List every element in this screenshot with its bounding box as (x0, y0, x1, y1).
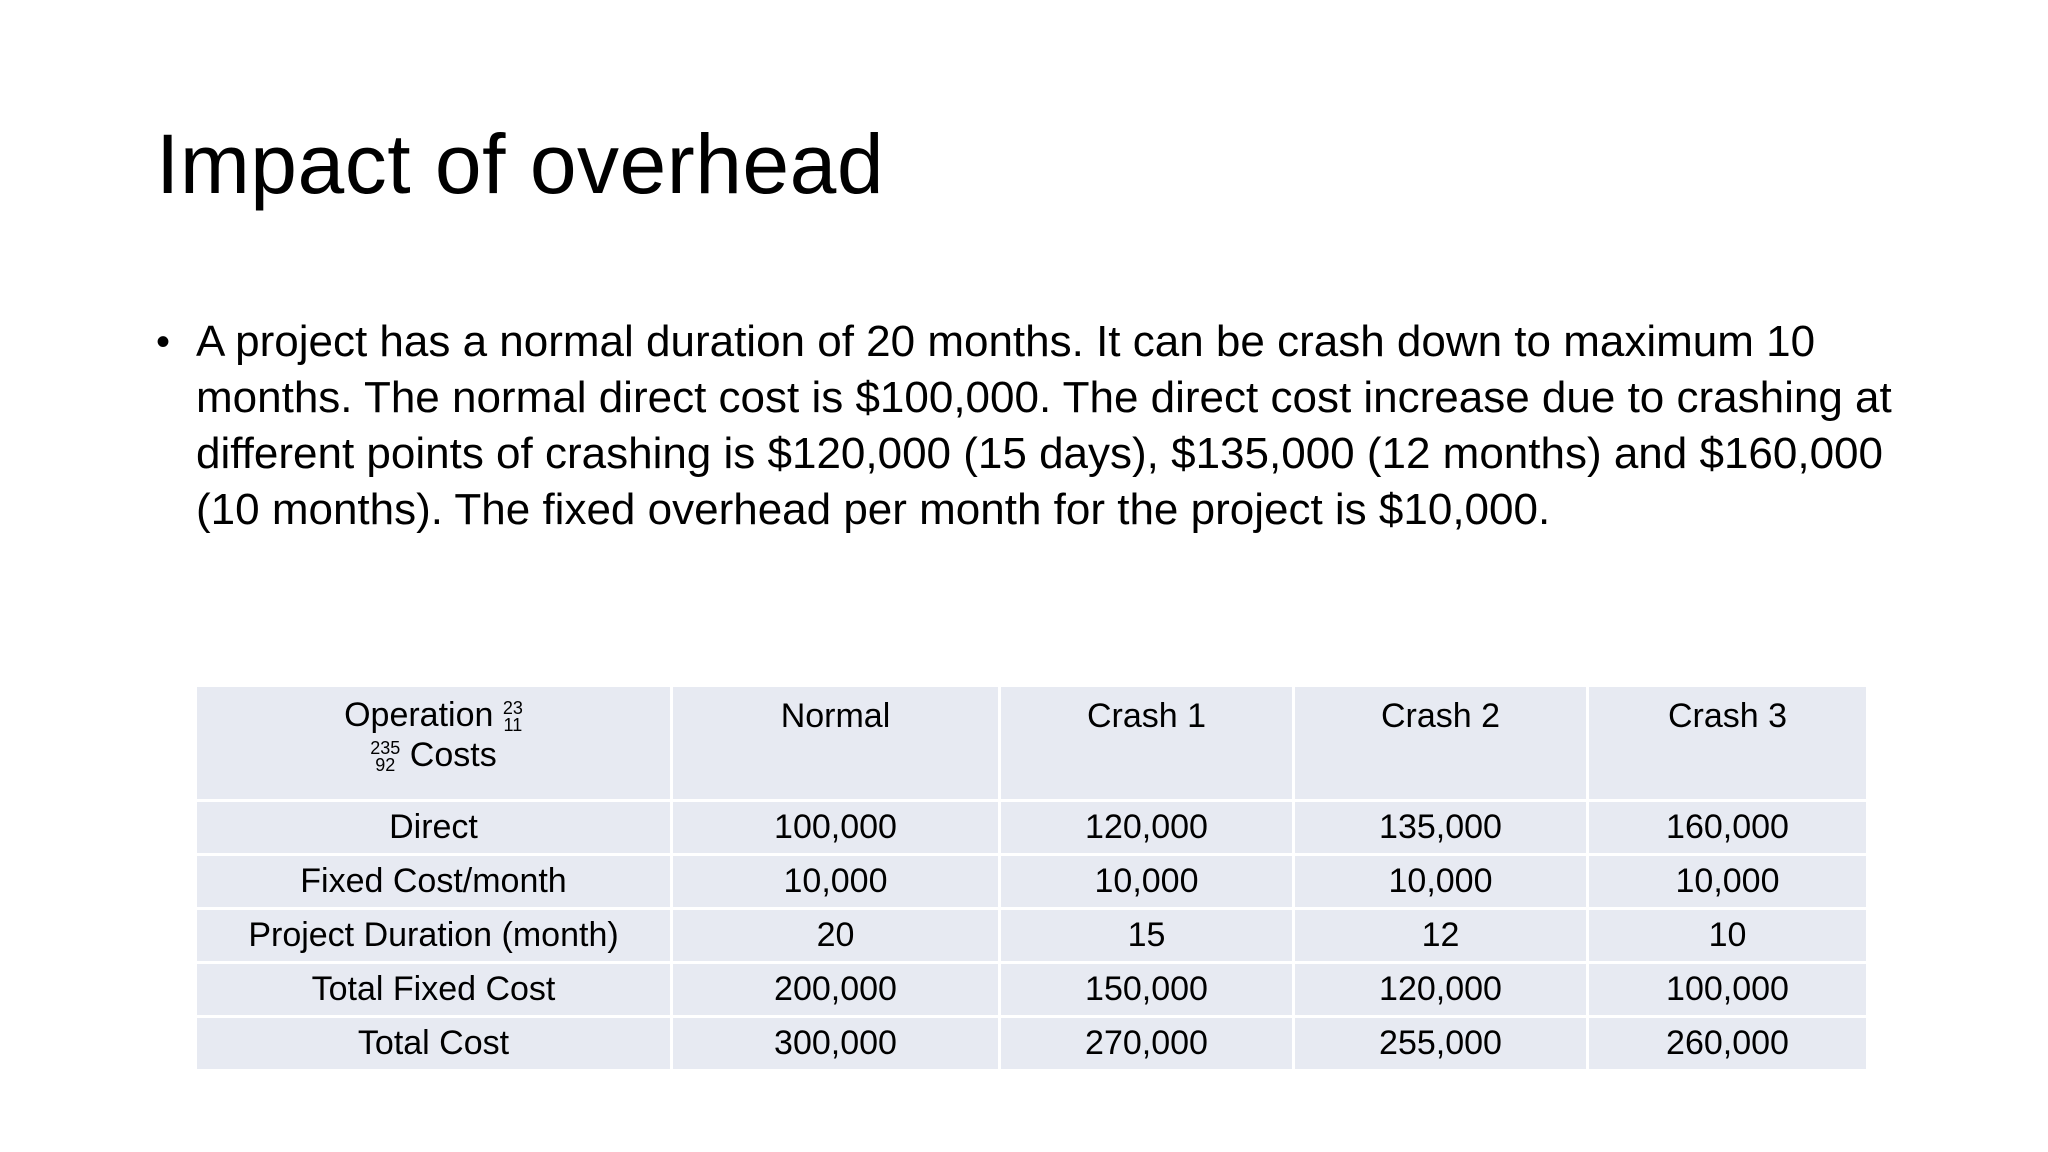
table-cell: 10 (1588, 909, 1868, 963)
header-operation-costs (196, 686, 672, 801)
table-cell: 135,000 (1294, 801, 1588, 855)
table-cell: 255,000 (1294, 1017, 1588, 1071)
header-operation-word: Operation (344, 696, 494, 734)
table-header-row (196, 686, 1868, 801)
bullet-paragraph (156, 314, 1906, 538)
table-cell: 100,000 (672, 801, 1000, 855)
header-costs-word: Costs (409, 736, 497, 774)
table-cell: 120,000 (1000, 801, 1294, 855)
header-crash-2: Crash 2 (1294, 686, 1588, 801)
table-cell: 300,000 (672, 1017, 1000, 1071)
table-cell: 10,000 (672, 855, 1000, 909)
header-crash-1: Crash 1 (1000, 686, 1294, 801)
nuclide-notation-top: 23 11 (502, 698, 523, 736)
row-label: Fixed Cost/month (196, 855, 672, 909)
table-row (196, 909, 1868, 963)
table-cell: 160,000 (1588, 801, 1868, 855)
table-cell: 200,000 (672, 963, 1000, 1017)
table-cell: 150,000 (1000, 963, 1294, 1017)
table-row (196, 801, 1868, 855)
table-row (196, 855, 1868, 909)
table-row (196, 963, 1868, 1017)
bullet-dot-icon: • (156, 320, 171, 364)
bullet-text: A project has a normal duration of 20 months. It can be crash down to maximum 10 months. The normal direct cost is $100,000. The direct cost increase due to crashing at different points of crashing is $120,000 (15 days), $135,000 (12 months) and $160,000 (10 months). The fixed overhead per month for the project is $10,000. (196, 317, 1892, 534)
header-crash-3: Crash 3 (1588, 686, 1868, 801)
table-row (196, 1017, 1868, 1071)
table-cell: 10,000 (1000, 855, 1294, 909)
table-cell: 260,000 (1588, 1017, 1868, 1071)
nuclide-notation-bottom: 235 92 (370, 738, 401, 776)
table-cell: 120,000 (1294, 963, 1588, 1017)
header-normal: Normal (672, 686, 1000, 801)
table-cell: 100,000 (1588, 963, 1868, 1017)
table-cell: 12 (1294, 909, 1588, 963)
slide-title: Impact of overhead (156, 117, 885, 211)
table-cell: 270,000 (1000, 1017, 1294, 1071)
table-cell: 20 (672, 909, 1000, 963)
cost-table (194, 684, 1869, 1072)
row-label: Direct (196, 801, 672, 855)
table-cell: 10,000 (1588, 855, 1868, 909)
table-cell: 15 (1000, 909, 1294, 963)
row-label: Total Fixed Cost (196, 963, 672, 1017)
row-label: Project Duration (month) (196, 909, 672, 963)
table-cell: 10,000 (1294, 855, 1588, 909)
row-label: Total Cost (196, 1017, 672, 1071)
